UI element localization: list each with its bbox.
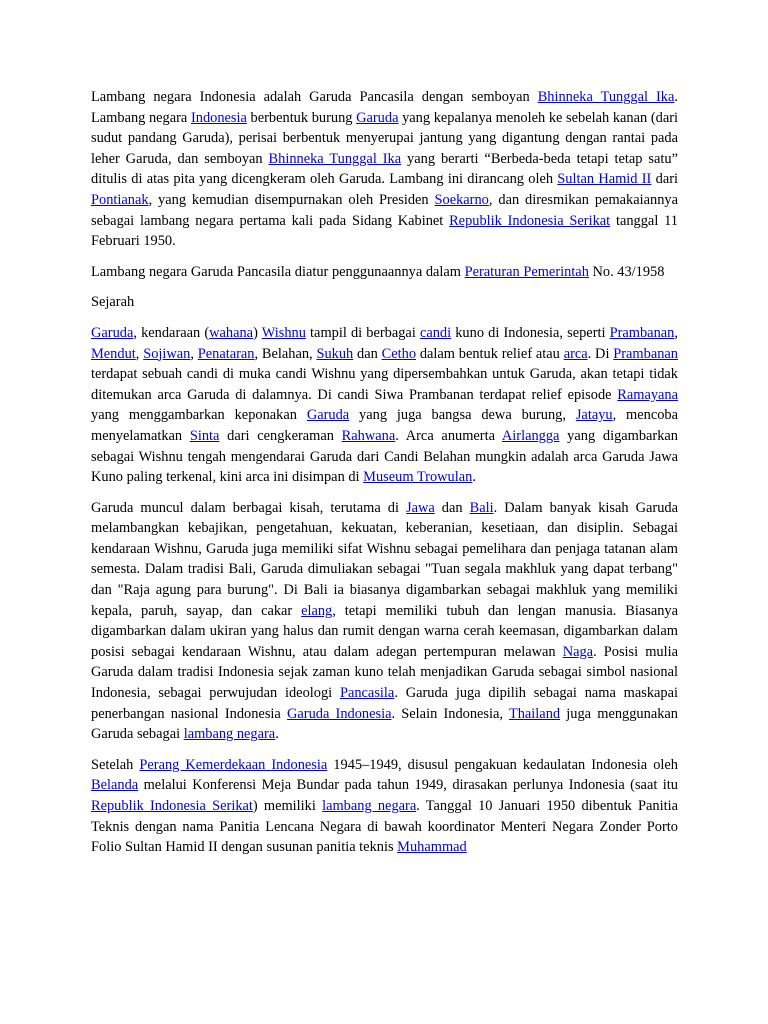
inline-link[interactable]: Bhinneka Tunggal Ika [268, 150, 402, 167]
text-run: melalui Konferensi Meja Bundar pada tahun 1949, dirasakan perlunya Indonesia (saat itu [138, 777, 678, 794]
text-run: dari cengkeraman [219, 427, 342, 444]
inline-link[interactable]: Garuda [356, 109, 399, 126]
text-run: . Selain Indonesia, [391, 705, 509, 722]
inline-link[interactable]: elang [301, 602, 333, 619]
paragraph [91, 87, 678, 252]
text-run: . Posisi mulia Garuda dalam tradisi Indonesia sejak zaman kuno telah menjadikan Garuda sebagai simbol nasional Indonesia, sebagai perwujudan ideologi [91, 643, 678, 702]
text-run: yang digambarkan sebagai Wishnu tengah mengendarai Garuda dari Candi Belahan mungkin adalah arca Garuda Jawa Kuno paling terkenal, kini arca ini disimpan di [91, 427, 678, 486]
paragraph [91, 262, 678, 283]
text-run: berbentuk burung [246, 109, 357, 126]
text-run: , [135, 345, 144, 362]
text-run: terdapat sebuah candi di muka candi Wishnu yang dipersembahkan untuk Garuda, akan tetapi tidak ditemukan arca Garuda di dalamnya. Di candi Siwa Prambanan terdapat relief episode [91, 366, 678, 403]
text-run: , tetapi memiliki tubuh dan lengan manusia. Biasanya digambarkan dalam ukiran yang halus dan rumit dengan warna cerah keemasan, digambarkan dalam posisi sebagai kendaraan Wishnu, atau dalam adegan pertempuran melawan [91, 602, 678, 660]
inline-link[interactable]: Mendut [91, 345, 136, 362]
text-run: dalam bentuk relief atau [416, 345, 564, 362]
inline-link[interactable]: Soekarno [434, 191, 489, 208]
text-run: Setelah [91, 756, 140, 773]
text-run: kuno di Indonesia, seperti [451, 324, 610, 341]
text-run: dari [651, 171, 678, 188]
inline-link[interactable]: Sukuh [316, 345, 354, 362]
inline-link[interactable]: Thailand [508, 705, 561, 722]
inline-link[interactable]: candi [419, 324, 452, 341]
inline-link[interactable]: Belanda [91, 777, 139, 794]
text-run: dan [353, 345, 382, 362]
text-run: . Lambang negara [91, 89, 678, 126]
inline-link[interactable]: Ramayana [617, 386, 678, 403]
text-run: , mencoba menyelamatkan [91, 407, 679, 444]
inline-link[interactable]: Cetho [381, 345, 417, 362]
inline-link[interactable]: Bali [469, 499, 494, 516]
inline-link[interactable]: Wishnu [261, 324, 306, 341]
inline-link[interactable]: Garuda Indonesia [287, 705, 392, 722]
inline-link[interactable]: Airlangga [501, 427, 560, 444]
text-run: . Arca anumerta [395, 427, 502, 444]
inline-link[interactable]: Prambanan [609, 324, 675, 341]
inline-link[interactable]: Garuda [306, 407, 350, 424]
inline-link[interactable]: Penataran [197, 345, 255, 362]
inline-link[interactable]: Peraturan Pemerintah [464, 263, 589, 280]
inline-link[interactable]: lambang negara [183, 726, 276, 743]
paragraph [91, 755, 678, 858]
inline-link[interactable]: Jawa [405, 499, 435, 516]
text-run: 1945–1949, disusul pengakuan kedaulatan Indonesia oleh [327, 756, 678, 773]
text-run: , yang kemudian disempurnakan oleh Presiden [148, 191, 435, 208]
inline-link[interactable]: arca [563, 345, 588, 362]
text-run: , [674, 324, 678, 341]
inline-link[interactable]: Museum Trowulan [363, 469, 473, 486]
text-run: Garuda muncul dalam berbagai kisah, terutama di [91, 499, 406, 516]
text-run: ) [253, 324, 262, 341]
inline-link[interactable]: Garuda [91, 324, 134, 341]
inline-link[interactable]: Rahwana [341, 427, 396, 444]
text-run: , Belahan, [254, 345, 317, 362]
text-run: , kendaraan ( [133, 324, 210, 341]
text-run: . [472, 469, 476, 486]
text-run: yang menggambarkan keponakan [91, 407, 307, 424]
inline-link[interactable]: wahana [209, 324, 254, 341]
inline-link[interactable]: Perang Kemerdekaan Indonesia [139, 756, 328, 773]
document-page [91, 87, 678, 868]
text-run: , [190, 345, 198, 362]
text-run: . Tanggal 10 Januari 1950 dibentuk Panitia Teknis dengan nama Panitia Lencana Negara di bawah koordinator Menteri Negara Zonder Porto Folio Sultan Hamid II dengan susunan panitia teknis [91, 798, 679, 856]
inline-link[interactable]: Pancasila [339, 685, 395, 702]
text-run: yang kepalanya menoleh ke sebelah kanan (dari sudut pandang Garuda), perisai berbentuk menyerupai jantung yang digantung dengan rantai pada leher Garuda, dan semboyan [91, 109, 678, 167]
text-run: dan [434, 499, 470, 516]
text-run: yang berarti “Berbeda-beda tetapi tetap satu” ditulis di atas pita yang dicengkeram oleh Garuda. Lambang ini dirancang oleh [91, 150, 678, 188]
inline-link[interactable]: Republik Indonesia Serikat [449, 212, 611, 229]
inline-link[interactable]: Indonesia [190, 109, 247, 126]
text-run: ) memiliki [252, 798, 323, 814]
text-run: . [275, 726, 279, 743]
inline-link[interactable]: Republik Indonesia Serikat [91, 798, 253, 814]
inline-link[interactable]: lambang negara [322, 798, 417, 814]
text-run: tampil di berbagai [305, 324, 420, 341]
inline-link[interactable]: Prambanan [613, 345, 678, 362]
inline-link[interactable]: Jatayu [575, 407, 613, 424]
text-run: . Dalam banyak kisah Garuda melambangkan kebajikan, pengetahuan, kekuatan, keberanian, kesetiaan, dan disiplin. Sebagai kendaraan Wishnu, Garuda juga memiliki sifat Wishnu sebagai pemelihara dan penjaga tatanan alam semesta. Dalam tradisi Bali, Garuda dimuliakan sebagai "Tuan segala makhluk yang dapat terbang" dan "Raja agung para burung". Di Bali ia biasanya digambarkan sebagai makhluk yang memiliki kepala, paruh, sayap, dan cakar [91, 499, 678, 619]
text-run: , dan diresmikan pemakaiannya sebagai lambang negara pertama kali pada Sidang Kabinet [91, 191, 678, 229]
section-heading [91, 292, 678, 313]
inline-link[interactable]: Sojiwan [143, 345, 191, 362]
text-run: juga menggunakan Garuda sebagai [91, 705, 678, 743]
inline-link[interactable]: Sultan Hamid II [557, 171, 652, 188]
text-run: No. 43/1958 [588, 263, 665, 280]
inline-link[interactable]: Muhammad [397, 839, 467, 856]
text-run: Lambang negara Garuda Pancasila diatur penggunaannya dalam [91, 263, 465, 280]
text-run: Sejarah [91, 294, 135, 311]
text-run: . Di [587, 345, 614, 362]
inline-link[interactable]: Sinta [189, 427, 220, 444]
paragraph [91, 498, 678, 745]
text-run: tanggal 11 Februari 1950. [91, 212, 678, 250]
text-run: yang juga bangsa dewa burung, [349, 407, 576, 424]
paragraph [91, 323, 678, 488]
text-run: . Garuda juga dipilih sebagai nama maskapai penerbangan nasional Indonesia [91, 685, 679, 722]
inline-link[interactable]: Pontianak [91, 191, 149, 208]
inline-link[interactable]: Bhinneka Tunggal Ika [537, 89, 675, 105]
text-run: Lambang negara Indonesia adalah Garuda Pancasila dengan semboyan [91, 89, 538, 105]
inline-link[interactable]: Naga [562, 643, 594, 660]
